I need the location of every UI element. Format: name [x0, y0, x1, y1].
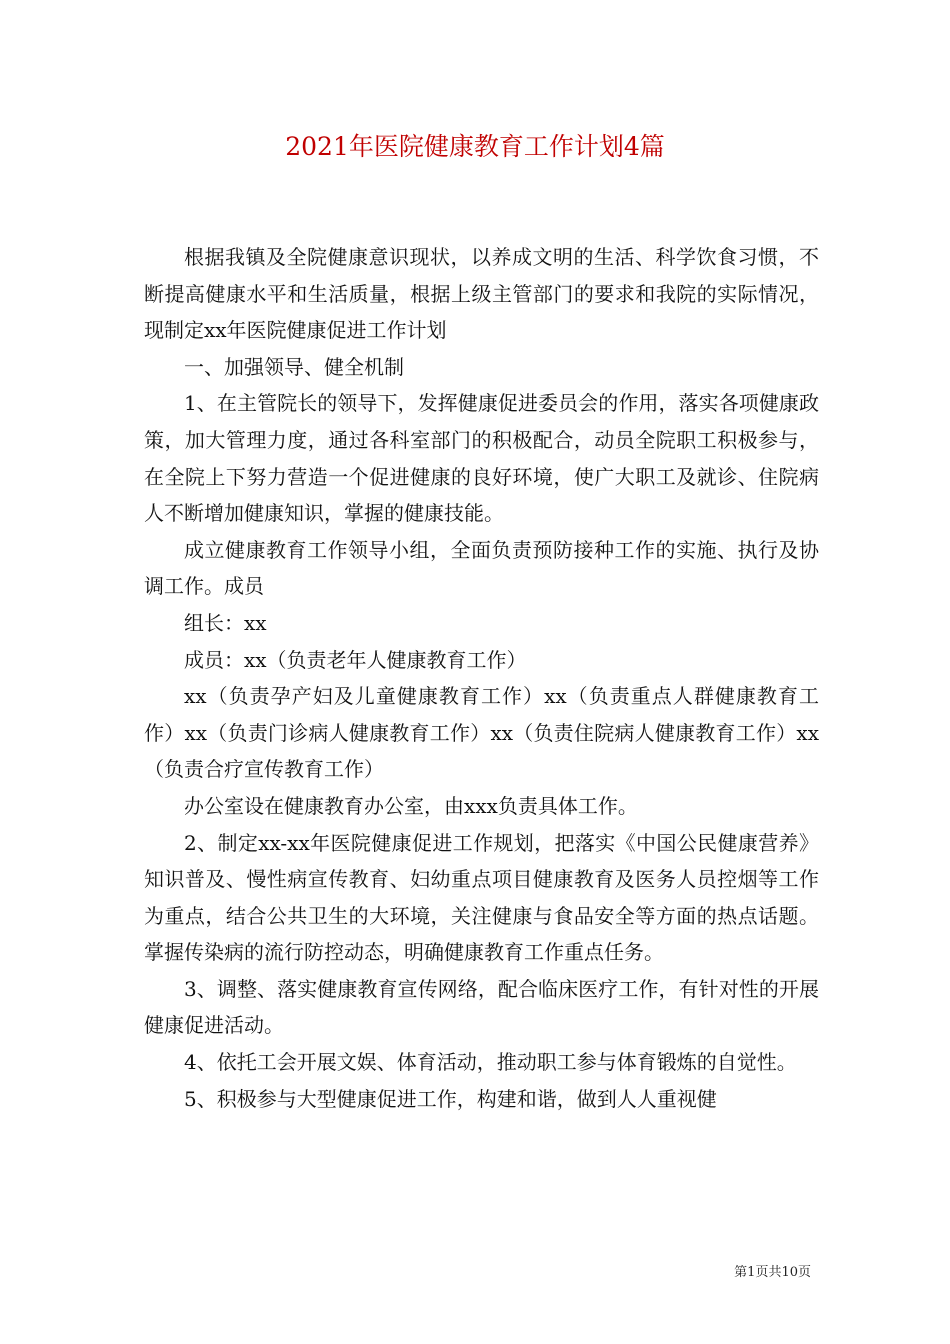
document-title: 2021年医院健康教育工作计划4篇: [285, 132, 665, 161]
paragraph-office: 办公室设在健康教育办公室，由xxx负责具体工作。: [184, 793, 638, 818]
paragraph-item-2: 2、制定xx-xx年医院健康促进工作规划，把落实《中国公民健康营养》知识普及、慢性病宣传教育、妇幼重点项目健康教育及医务人员控烟等工作为重点，结合公共卫生的大环境，关注健康与食品安全等方面的热点话题。掌握传染病的流行防控动态，明确健康教育工作重点任务。: [144, 830, 819, 965]
paragraph-item-3: 3、调整、落实健康教育宣传网络，配合临床医疗工作，有针对性的开展健康促进活动。: [144, 976, 819, 1038]
paragraph-intro: 根据我镇及全院健康意识现状，以养成文明的生活、科学饮食习惯，不断提高健康水平和生活质量，根据上级主管部门的要求和我院的实际情况，现制定xx年医院健康促进工作计划: [144, 245, 819, 343]
document-body: [144, 239, 819, 1117]
paragraph-members-list: xx（负责孕产妇及儿童健康教育工作）xx（负责重点人群健康教育工作）xx（负责门诊病人健康教育工作）xx（负责住院病人健康教育工作）xx（负责合疗宣传教育工作）: [144, 684, 819, 782]
paragraph-member: 成员：xx（负责老年人健康教育工作）: [184, 647, 527, 672]
paragraph-item-4: 4、依托工会开展文娱、体育活动，推动职工参与体育锻炼的自觉性。: [184, 1050, 797, 1075]
paragraph-item-1: 1、在主管院长的领导下，发挥健康促进委员会的作用，落实各项健康政策，加大管理力度，通过各科室部门的积极配合，动员全院职工积极参与，在全院上下努力营造一个促进健康的良好环境，使广大职工及就诊、住院病人不断增加健康知识，掌握的健康技能。: [144, 391, 819, 526]
paragraph-item-5: 5、积极参与大型健康促进工作，构建和谐，做到人人重视健: [184, 1086, 717, 1111]
section-heading-1: 一、加强领导、健全机制: [184, 354, 404, 379]
page-footer: 第1页共10页: [734, 1265, 811, 1280]
paragraph-leader: 组长：xx: [184, 610, 267, 635]
paragraph-group: 成立健康教育工作领导小组，全面负责预防接种工作的实施、执行及协调工作。成员: [144, 537, 819, 599]
